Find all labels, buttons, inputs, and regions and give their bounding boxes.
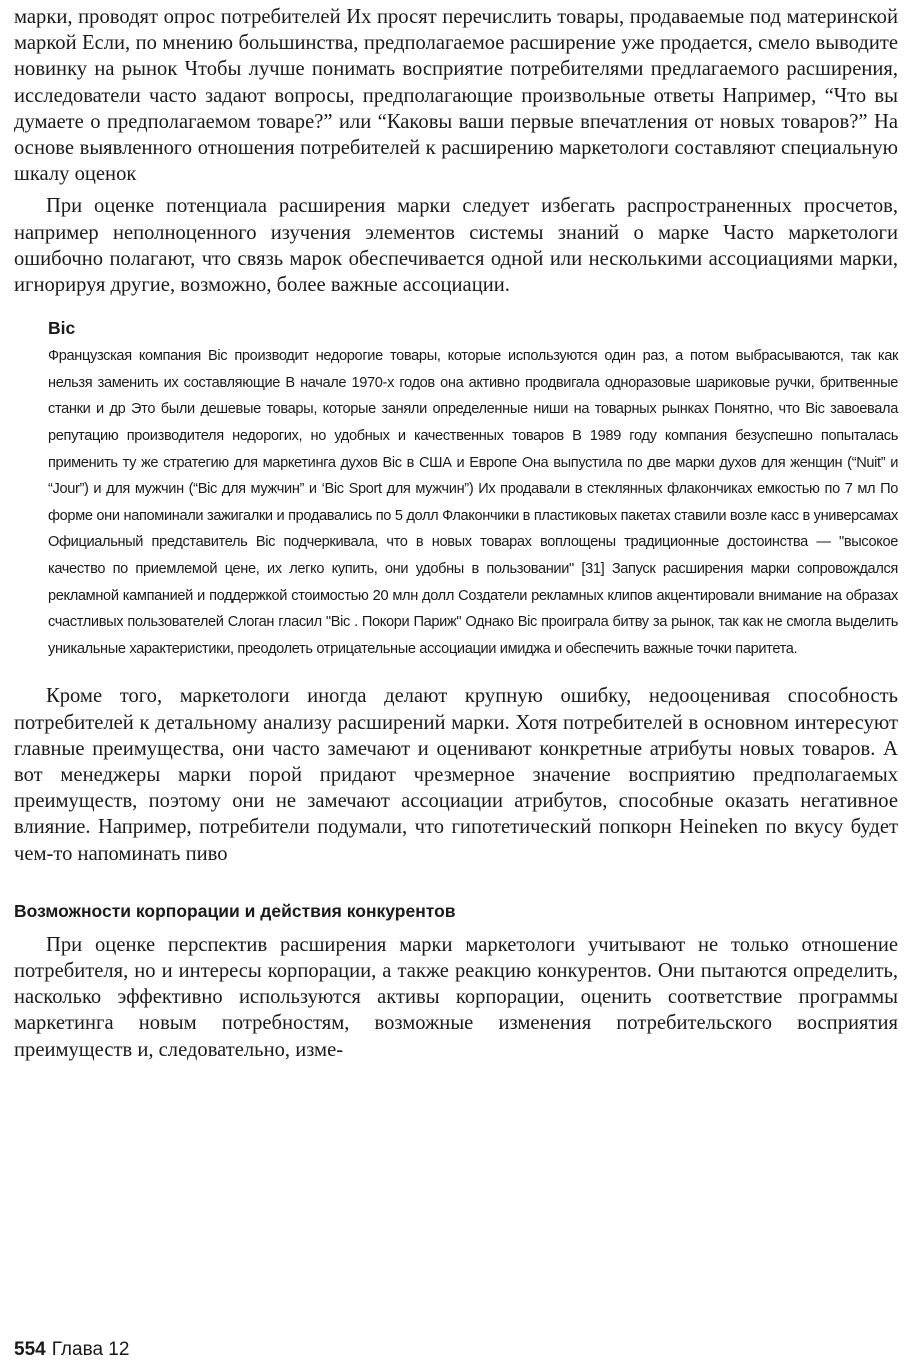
page-number: 554 [14,1339,46,1360]
case-box-body: Французская компания Bic производит недорогие товары, которые используются один раз, а потом выбрасываются, так как нельзя заменить их составляющие В начале 1970-х годов она активно продвигала одноразовые шариковые ручки, бритвенные станки и др Это были дешевые товары, которые заняли определенные ниши на товарных рынках Понятно, что Bic завоевала репутацию производителя недорогих, но удобных и качественных товаров В 1989 году компания безуспешно попыталась применить ту же стратегию для маркетинга духов Bic в США и Европе Она выпустила по две марки духов для женщин (“Nuit” и “Jour”) и для мужчин (“Bic для мужчин” и ‘Bic Sport для мужчин”) Их продавали в стеклянных флакончиках емкостью по 7 мл По форме они напоминали зажигалки и продавались по 5 долл Флакончики в пластиковых пакетах ставили возле касс в универсамах Официальный представитель Bic подчеркивала, что в новых товарах воплощены традиционные достоинства — "высокое качество по приемлемой цене, их легко купить, они удобны в пользовании" [31] Запуск расширения марки сопровождался рекламной кампанией и поддержкой стоимостью 20 млн долл Создатели рекламных клипов акцентировали внимание на образах счастливых пользователей Слоган гласил "Bic . Покори Париж" Однако Bic проиграла битву за рынок, так как не смогла выделить уникальные характеристики, преодолеть отрицательные ассоциации имиджа и обеспечить важные точки паритета. [48,348,898,657]
case-box [14,318,898,662]
chapter-label: Глава 12 [51,1339,130,1360]
section-heading: Возможности корпорации и действия конкурентов [14,900,456,921]
body-paragraph-2: При оценке потенциала расширения марки следует избегать распространенных просчетов, например неполноценного изучения элементов системы знаний о марке Часто маркетологи ошибочно полагают, что связь марок обеспечивается одной или несколькими ассоциациями марки, игнорируя другие, возможно, более важные ассоциации. [14,195,898,297]
body-paragraph-4: При оценке перспектив расширения марки маркетологи учитывают не только отношение потребителя, но и интересы корпорации, а также реакцию конкурентов. Они пытаются определить, насколько эффективно используются активы корпорации, оценить соответствие программы маркетинга новым потребностям, возможные изменения потребительского восприятия преимуществ и, следовательно, изме- [14,933,898,1061]
body-paragraph-1: марки, проводят опрос потребителей Их просят перечислить товары, продаваемые под материнской маркой Если, по мнению большинства, предполагаемое расширение уже продается, смело выводите новинку на рынок Чтобы лучше понимать восприятие потребителями предлагаемого расширения, исследователи часто задают вопросы, предполагающие произвольные ответы Например, “Что вы думаете о предполагаемом товаре?” или “Каковы ваши первые впечатления от новых товаров?” На основе выявленного отношения потребителей к расширению маркетологи составляют специальную шкалу оценок [14,6,898,186]
body-paragraph-3: Кроме того, маркетологи иногда делают крупную ошибку, недооценивая способность потребителей к детальному анализу расширений марки. Хотя потребителей в основном интересуют главные преимущества, они часто замечают и оценивают конкретные атрибуты новых товаров. А вот менеджеры марки порой придают чрезмерное значение восприятию предполагаемых преимуществ, поэтому они не замечают ассоциации атрибутов, способные оказать негативное влияние. Например, потребители подумали, что гипотетический попкорн Heineken по вкусу будет чем-то напоминать пиво [14,685,898,865]
page-footer [14,1339,129,1361]
case-box-title: Bic [48,318,76,339]
